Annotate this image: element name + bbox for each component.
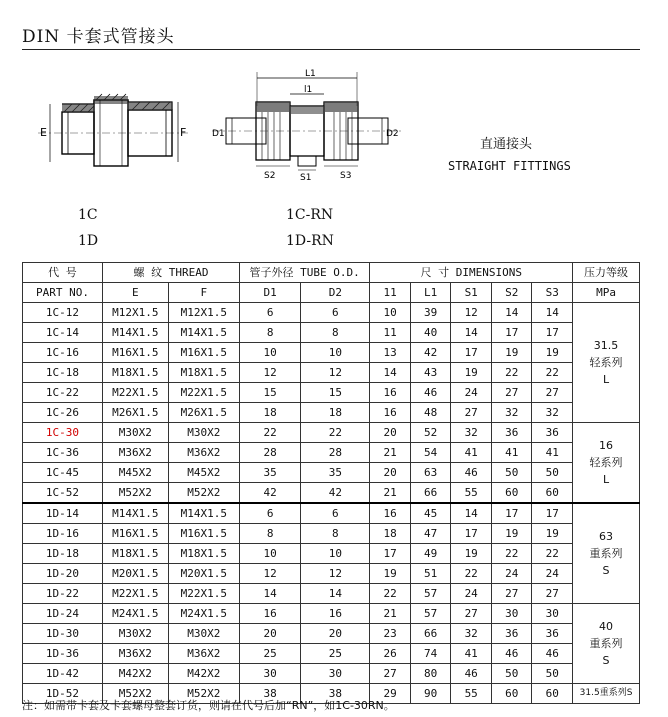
- cell: 12: [239, 564, 300, 584]
- cell: M18X1.5: [168, 363, 239, 383]
- cell: M36X2: [102, 443, 168, 463]
- cell: 20: [370, 423, 411, 443]
- cell: 15: [239, 383, 300, 403]
- cell: 29: [370, 684, 411, 704]
- cell: M36X2: [168, 443, 239, 463]
- cell: 18: [370, 524, 411, 544]
- hdr-d2: D2: [301, 283, 370, 303]
- hdr-s2: S2: [491, 283, 532, 303]
- pressure-line: L: [602, 373, 610, 386]
- cell: 49: [410, 544, 451, 564]
- table-row: [23, 503, 640, 524]
- hdr-tube: 管子外径 TUBE O.D.: [239, 263, 369, 283]
- cell: M12X1.5: [168, 303, 239, 323]
- hdr-code: 代 号: [23, 263, 103, 283]
- cell: 10: [370, 303, 411, 323]
- table-row: [23, 664, 640, 684]
- cell: 46: [451, 463, 492, 483]
- cell: M14X1.5: [168, 323, 239, 343]
- dim-l1-label: L1: [305, 69, 316, 79]
- table-row: [23, 524, 640, 544]
- dim-d2-label: D2: [386, 129, 399, 139]
- dim-f-label: F: [180, 126, 187, 139]
- cell: 19: [532, 524, 573, 544]
- fitting-assembly-drawing: [212, 66, 402, 186]
- cell: 66: [410, 483, 451, 504]
- cell: 1C-12: [23, 303, 103, 323]
- cell: M45X2: [102, 463, 168, 483]
- cell: M24X1.5: [102, 604, 168, 624]
- cell: 8: [239, 323, 300, 343]
- cell: 19: [370, 564, 411, 584]
- cell: M36X2: [168, 644, 239, 664]
- cell: M22X1.5: [102, 584, 168, 604]
- cell: 11: [370, 323, 411, 343]
- cell: 60: [491, 684, 532, 704]
- pressure-line: 40: [599, 620, 614, 633]
- cell: 17: [370, 544, 411, 564]
- hdr-l1: L1: [410, 283, 451, 303]
- cell: 1D-52: [23, 684, 103, 704]
- page-title: DIN 卡套式管接头: [22, 27, 175, 47]
- cell: 12: [239, 363, 300, 383]
- cell: 8: [301, 524, 370, 544]
- cell: 60: [491, 483, 532, 504]
- cell: 27: [532, 383, 573, 403]
- dim-s2-label: S2: [264, 171, 276, 181]
- cell: 10: [301, 343, 370, 363]
- cell: 10: [239, 343, 300, 363]
- cell: 28: [301, 443, 370, 463]
- cell: 27: [491, 584, 532, 604]
- cell: M18X1.5: [168, 544, 239, 564]
- cell: 46: [451, 664, 492, 684]
- cell: 18: [301, 403, 370, 423]
- cell: M20X1.5: [168, 564, 239, 584]
- cell: M52X2: [102, 684, 168, 704]
- table-row: [23, 323, 640, 343]
- cell: 39: [410, 303, 451, 323]
- cell: 1D-14: [23, 503, 103, 524]
- cell: 38: [239, 684, 300, 704]
- cell: 36: [491, 423, 532, 443]
- cell: M30X2: [168, 624, 239, 644]
- cell: 16: [239, 604, 300, 624]
- cell: 42: [410, 343, 451, 363]
- cell: 14: [239, 584, 300, 604]
- cell: 57: [410, 584, 451, 604]
- cell: 25: [301, 644, 370, 664]
- pressure-group: [573, 303, 640, 423]
- table-row: [23, 624, 640, 644]
- cell: 17: [451, 343, 492, 363]
- cell: 35: [239, 463, 300, 483]
- cell: 27: [532, 584, 573, 604]
- cell: 40: [410, 323, 451, 343]
- cell: 32: [451, 624, 492, 644]
- cell: 60: [532, 483, 573, 504]
- cell: 90: [410, 684, 451, 704]
- hdr-f: F: [168, 283, 239, 303]
- cell: 22: [370, 584, 411, 604]
- cell: 22: [532, 363, 573, 383]
- dim-e-label: E: [40, 126, 47, 139]
- label-1c-rn: 1C-RN: [286, 207, 334, 223]
- cell: 57: [410, 604, 451, 624]
- cell: M22X1.5: [168, 584, 239, 604]
- cell: M30X2: [102, 423, 168, 443]
- cell: 21: [370, 604, 411, 624]
- cell: 35: [301, 463, 370, 483]
- cell: M30X2: [168, 423, 239, 443]
- hdr-thread: 螺 纹 THREAD: [102, 263, 239, 283]
- cell: 19: [491, 343, 532, 363]
- cell: M52X2: [168, 483, 239, 504]
- table-row: [23, 363, 640, 383]
- cell: 21: [370, 443, 411, 463]
- hdr-d1: D1: [239, 283, 300, 303]
- cell: 74: [410, 644, 451, 664]
- cell: 19: [451, 363, 492, 383]
- table-row: [23, 303, 640, 323]
- table-row: [23, 423, 640, 443]
- pressure-line: 63: [599, 530, 614, 543]
- cell: M16X1.5: [102, 524, 168, 544]
- dim-s3-label: S3: [340, 171, 352, 181]
- cell: 16: [370, 403, 411, 423]
- dim-small-l1-label: l1: [304, 85, 313, 95]
- cell: 17: [532, 323, 573, 343]
- pressure-line: S: [602, 654, 610, 667]
- cell: 1D-20: [23, 564, 103, 584]
- cell: 36: [532, 423, 573, 443]
- order-note: 注：如需带卡套及卡套螺母整套订货，则请在代号后加“RN”，如1C-30RN。: [22, 699, 395, 712]
- cell: 24: [451, 383, 492, 403]
- cell: 1C-14: [23, 323, 103, 343]
- cell: 55: [451, 483, 492, 504]
- cell: 27: [491, 383, 532, 403]
- cell: 41: [491, 443, 532, 463]
- pressure-line: 重系列: [589, 637, 623, 650]
- cell: 1D-30: [23, 624, 103, 644]
- hdr-l1-small: 11: [370, 283, 411, 303]
- cell: 1D-24: [23, 604, 103, 624]
- cell: 12: [451, 303, 492, 323]
- cell: 1D-22: [23, 584, 103, 604]
- cell: M42X2: [168, 664, 239, 684]
- cell: M16X1.5: [102, 343, 168, 363]
- cell: M30X2: [102, 624, 168, 644]
- cell: 22: [491, 363, 532, 383]
- cell: 23: [370, 624, 411, 644]
- cell: M22X1.5: [102, 383, 168, 403]
- cell: 30: [491, 604, 532, 624]
- cell: 24: [491, 564, 532, 584]
- cell: M18X1.5: [102, 363, 168, 383]
- cell: 41: [532, 443, 573, 463]
- cell: 6: [301, 303, 370, 323]
- cell: 1C-36: [23, 443, 103, 463]
- cell: 42: [239, 483, 300, 504]
- cell: M45X2: [168, 463, 239, 483]
- dim-d1-label: D1: [212, 129, 225, 139]
- cell: 43: [410, 363, 451, 383]
- cell: 22: [301, 423, 370, 443]
- cell: 38: [301, 684, 370, 704]
- cell: 19: [491, 524, 532, 544]
- cell: 1C-30: [23, 423, 103, 443]
- cell: 1C-16: [23, 343, 103, 363]
- cell: 26: [370, 644, 411, 664]
- dim-s1-label: S1: [300, 173, 312, 183]
- hdr-part: PART NO.: [23, 283, 103, 303]
- pressure-line: S: [602, 564, 610, 577]
- cell: 1C-45: [23, 463, 103, 483]
- cell: 1C-26: [23, 403, 103, 423]
- table-row: [23, 644, 640, 664]
- cell: 17: [532, 503, 573, 524]
- cell: 55: [451, 684, 492, 704]
- cell: M16X1.5: [168, 524, 239, 544]
- table-row: [23, 483, 640, 504]
- caption-cn: 直通接头: [480, 137, 533, 152]
- cell: 1D-16: [23, 524, 103, 544]
- cell: 17: [491, 503, 532, 524]
- table-row: [23, 403, 640, 423]
- cell: 6: [301, 503, 370, 524]
- cell: M22X1.5: [168, 383, 239, 403]
- cell: 10: [239, 544, 300, 564]
- cell: 47: [410, 524, 451, 544]
- cell: 66: [410, 624, 451, 644]
- cell: M52X2: [102, 483, 168, 504]
- cell: 42: [301, 483, 370, 504]
- hdr-s3: S3: [532, 283, 573, 303]
- label-1d: 1D: [78, 233, 99, 249]
- cell: 41: [451, 443, 492, 463]
- cell: M14X1.5: [102, 323, 168, 343]
- cell: 22: [239, 423, 300, 443]
- cell: 20: [239, 624, 300, 644]
- cell: 50: [491, 463, 532, 483]
- label-1c: 1C: [78, 207, 98, 223]
- cell: 19: [532, 343, 573, 363]
- dimension-table: [22, 262, 640, 704]
- cell: 8: [301, 323, 370, 343]
- table-row: [23, 463, 640, 483]
- hdr-unit: MPa: [573, 283, 640, 303]
- cell: 22: [451, 564, 492, 584]
- table-row: [23, 604, 640, 624]
- pressure-group: [573, 503, 640, 604]
- cell: 52: [410, 423, 451, 443]
- cell: 36: [491, 624, 532, 644]
- label-1d-rn: 1D-RN: [286, 233, 334, 249]
- cell: M14X1.5: [102, 503, 168, 524]
- cell: M12X1.5: [102, 303, 168, 323]
- cell: 50: [532, 664, 573, 684]
- cell: 54: [410, 443, 451, 463]
- cell: 8: [239, 524, 300, 544]
- cell: 28: [239, 443, 300, 463]
- pressure-line: 轻系列: [589, 456, 623, 469]
- cell: 48: [410, 403, 451, 423]
- cell: 25: [239, 644, 300, 664]
- cell: 13: [370, 343, 411, 363]
- cell: 24: [451, 584, 492, 604]
- table-row: [23, 564, 640, 584]
- cell: 6: [239, 503, 300, 524]
- hdr-s1: S1: [451, 283, 492, 303]
- cell: 46: [410, 383, 451, 403]
- hdr-e: E: [102, 283, 168, 303]
- cell: 24: [532, 564, 573, 584]
- cell: M36X2: [102, 644, 168, 664]
- pressure-line: 重系列: [589, 547, 623, 560]
- cell: 1C-22: [23, 383, 103, 403]
- cell: 12: [301, 564, 370, 584]
- cell: 10: [301, 544, 370, 564]
- cell: 51: [410, 564, 451, 584]
- cell: 16: [301, 604, 370, 624]
- cell: 63: [410, 463, 451, 483]
- cell: 30: [532, 604, 573, 624]
- cell: 14: [301, 584, 370, 604]
- cell: 46: [491, 644, 532, 664]
- pressure-line: 16: [599, 439, 614, 452]
- cell: 17: [491, 323, 532, 343]
- cell: 22: [491, 544, 532, 564]
- table-row: [23, 584, 640, 604]
- cell: 80: [410, 664, 451, 684]
- hdr-pressure: 压力等级: [573, 263, 640, 283]
- cell: 46: [532, 644, 573, 664]
- cell: 14: [491, 303, 532, 323]
- cell: 14: [451, 503, 492, 524]
- table-row: [23, 443, 640, 463]
- hdr-dims: 尺 寸 DIMENSIONS: [370, 263, 573, 283]
- cell: 1C-52: [23, 483, 103, 504]
- cell: 21: [370, 483, 411, 504]
- table-row: [23, 383, 640, 403]
- cell: 36: [532, 624, 573, 644]
- cell: 32: [532, 403, 573, 423]
- cell: 22: [532, 544, 573, 564]
- cell: M26X1.5: [102, 403, 168, 423]
- cell: 27: [370, 664, 411, 684]
- cell: 20: [301, 624, 370, 644]
- cell: M42X2: [102, 664, 168, 684]
- cell: 12: [301, 363, 370, 383]
- cell: 14: [451, 323, 492, 343]
- cell: 16: [370, 503, 411, 524]
- title-rule: [22, 49, 640, 50]
- table-row: [23, 544, 640, 564]
- cell: 30: [301, 664, 370, 684]
- cell: 32: [451, 423, 492, 443]
- pressure-group: [573, 604, 640, 684]
- cell: 32: [491, 403, 532, 423]
- cell: 6: [239, 303, 300, 323]
- cell: 20: [370, 463, 411, 483]
- cell: M18X1.5: [102, 544, 168, 564]
- cell: 60: [532, 684, 573, 704]
- cell: 30: [239, 664, 300, 684]
- cell: 19: [451, 544, 492, 564]
- fitting-body-drawing: [38, 88, 188, 178]
- cell: 45: [410, 503, 451, 524]
- cell: M26X1.5: [168, 403, 239, 423]
- pressure-group: 31.5重系列S: [573, 684, 640, 704]
- cell: 16: [370, 383, 411, 403]
- table-row: [23, 343, 640, 363]
- cell: 1D-42: [23, 664, 103, 684]
- cell: 27: [451, 403, 492, 423]
- cell: 14: [532, 303, 573, 323]
- cell: 1C-18: [23, 363, 103, 383]
- cell: M24X1.5: [168, 604, 239, 624]
- cell: M16X1.5: [168, 343, 239, 363]
- cell: 18: [239, 403, 300, 423]
- pressure-line: L: [602, 473, 610, 486]
- cell: M20X1.5: [102, 564, 168, 584]
- cell: M52X2: [168, 684, 239, 704]
- cell: 1D-36: [23, 644, 103, 664]
- cell: 14: [370, 363, 411, 383]
- cell: M14X1.5: [168, 503, 239, 524]
- pressure-group: [573, 423, 640, 504]
- cell: 17: [451, 524, 492, 544]
- cell: 27: [451, 604, 492, 624]
- pressure-line: 31.5: [593, 339, 619, 352]
- cell: 41: [451, 644, 492, 664]
- cell: 1D-18: [23, 544, 103, 564]
- cell: 15: [301, 383, 370, 403]
- cell: 50: [491, 664, 532, 684]
- pressure-line: 轻系列: [589, 356, 623, 369]
- cell: 50: [532, 463, 573, 483]
- caption-en: STRAIGHT FITTINGS: [448, 159, 571, 173]
